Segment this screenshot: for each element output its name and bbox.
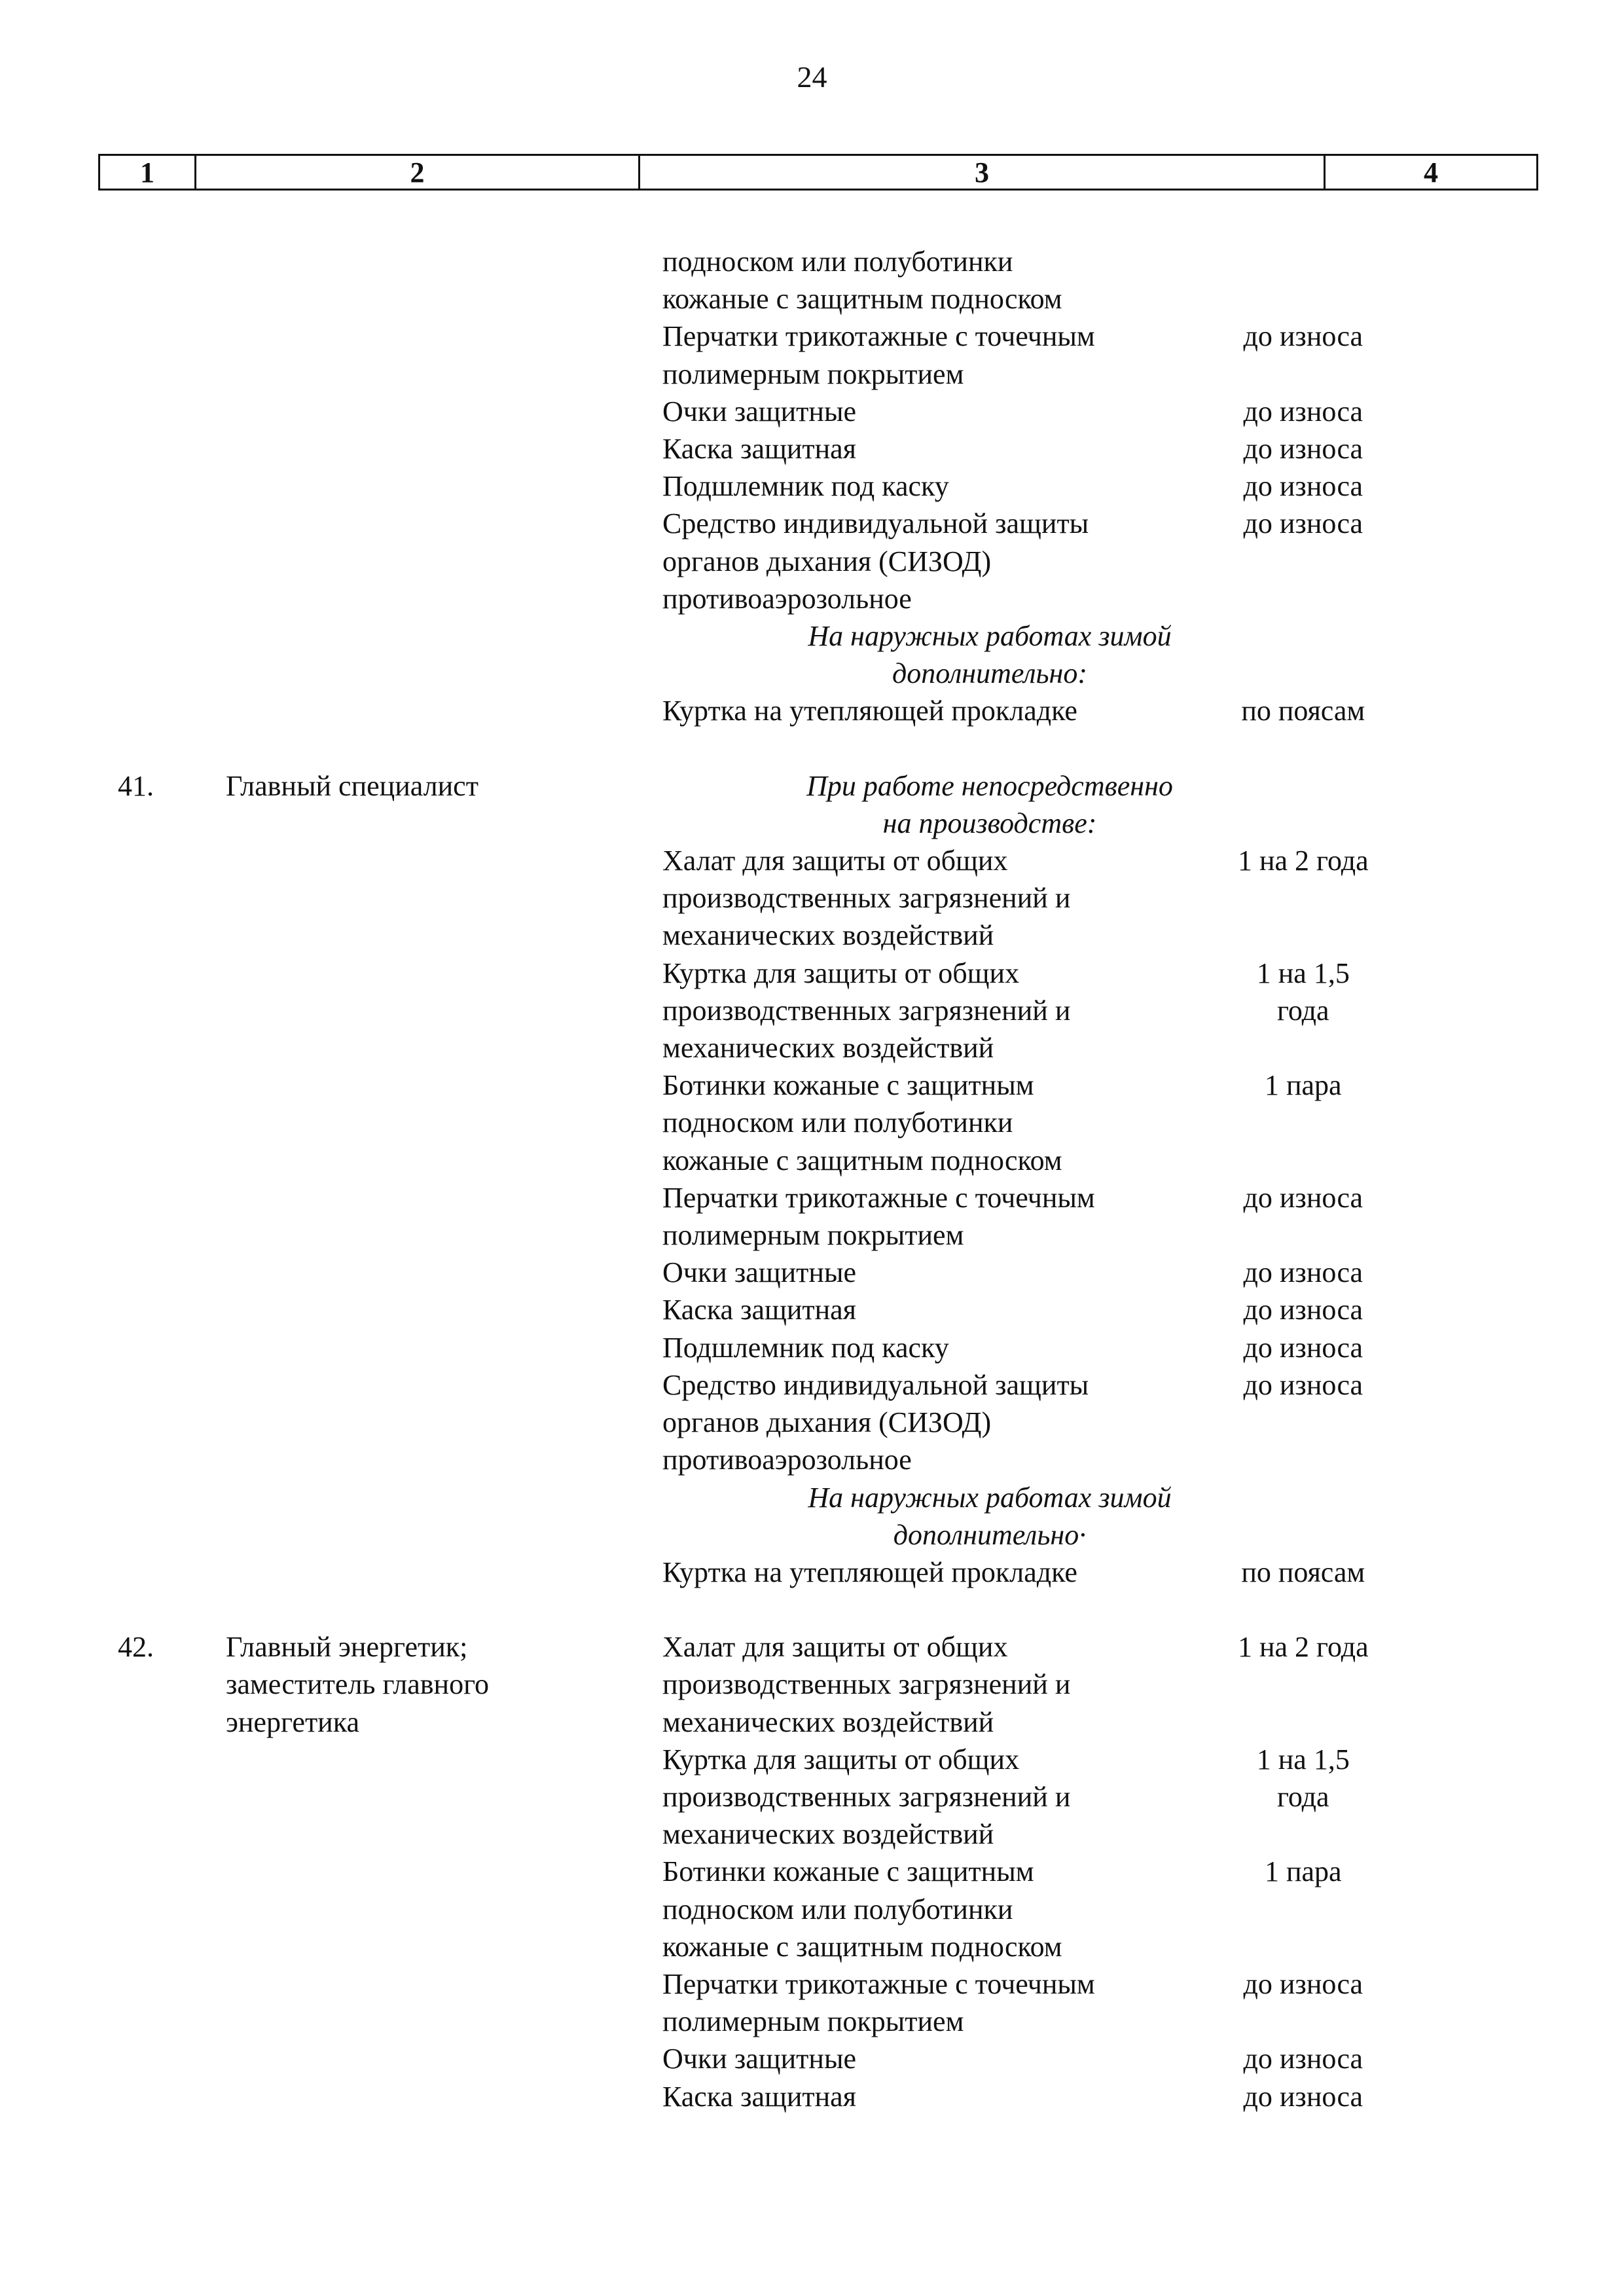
ppe-item-norm: по поясам (1241, 1556, 1365, 1588)
ppe-item-name: Ботинки кожаные с защитным подноском или полуботинки кожаные с защитным подноском (662, 1069, 1062, 1176)
ppe-item-norm (1224, 243, 1382, 318)
ppe-item (662, 505, 1382, 617)
row-gap (0, 1591, 1624, 1628)
ppe-item-norm: до износа (1243, 1181, 1363, 1214)
ppe-item-name: Подшлемник под каску (662, 470, 949, 503)
position-cell (226, 243, 662, 730)
table-header (98, 154, 1538, 191)
ppe-item-norm: до износа (1243, 1331, 1363, 1364)
ppe-item (662, 2078, 1382, 2115)
ppe-item-norm: 1 на 1,5 года (1256, 957, 1350, 1027)
ppe-item-name: Очки защитные (662, 395, 857, 428)
ppe-item (662, 955, 1382, 1067)
ppe-item-norm: 1 на 1,5 года (1256, 1743, 1350, 1813)
ppe-item-name: Куртка для защиты от общих производственных загрязнений и механических воздействий (662, 1743, 1071, 1851)
ppe-item-norm: до износа (1243, 1294, 1363, 1326)
table-row-continuation (0, 243, 1624, 730)
ppe-item (662, 692, 1382, 729)
ppe-item (662, 1554, 1382, 1591)
section-note: На наружных работах зимой дополнительно· (808, 1481, 1172, 1551)
section-note: На наружных работах зимой дополнительно: (808, 620, 1172, 690)
ppe-item-name: Куртка на утепляющей прокладке (662, 695, 1077, 727)
ppe-item (662, 1366, 1382, 1479)
ppe-item-name: подноском или полуботинки кожаные с защитным подноском (662, 246, 1062, 316)
items-cell (662, 767, 1382, 1591)
ppe-item-norm: 1 на 2 года (1237, 845, 1369, 877)
ppe-item-name: Каска защитная (662, 2080, 856, 2113)
ppe-item-norm: до износа (1243, 395, 1363, 428)
ppe-item (662, 1628, 1382, 1741)
header-col-3: 3 (640, 156, 1326, 189)
ppe-item (662, 1254, 1382, 1291)
row-number-cell (0, 243, 226, 730)
ppe-item-norm: до износа (1243, 1368, 1363, 1401)
ppe-item-norm: до износа (1243, 1256, 1363, 1289)
header-col-1: 1 (100, 156, 196, 189)
ppe-item-name: Средство индивидуальной защиты органов дыхания (СИЗОД) противоаэрозольное (662, 1368, 1089, 1476)
ppe-item-name: Очки защитные (662, 2043, 857, 2075)
ppe-item (662, 1329, 1382, 1366)
ppe-item-name: Очки защитные (662, 1256, 857, 1289)
table-row (0, 1628, 1624, 2115)
header-col-2: 2 (196, 156, 640, 189)
items-cell (662, 1628, 1382, 2115)
ppe-item (662, 393, 1382, 430)
page-number: 24 (797, 60, 827, 94)
ppe-item (662, 2040, 1382, 2077)
ppe-item-name: Ботинки кожаные с защитным подноском или полуботинки кожаные с защитным подноском (662, 1855, 1062, 1963)
ppe-item-name: Халат для защиты от общих производственных загрязнений и механических воздействий (662, 1631, 1071, 1738)
table-body (0, 243, 1624, 2115)
ppe-item-name: Перчатки трикотажные с точечным полимерным покрытием (662, 1181, 1095, 1252)
ppe-item-name: Подшлемник под каску (662, 1331, 949, 1364)
ppe-item-norm: по поясам (1241, 695, 1365, 727)
ppe-item-norm: до износа (1243, 1967, 1363, 2000)
ppe-item (662, 1066, 1382, 1179)
ppe-item-norm: до износа (1243, 433, 1363, 465)
ppe-item (662, 1965, 1382, 2040)
ppe-item-norm: до износа (1243, 507, 1363, 540)
ppe-item-name: Перчатки трикотажные с точечным полимерным покрытием (662, 1967, 1095, 2038)
row-number: 41. (118, 769, 154, 802)
row-number: 42. (118, 1631, 154, 1664)
row-gap (0, 730, 1624, 767)
ppe-item-name: Халат для защиты от общих производственных загрязнений и механических воздействий (662, 845, 1071, 952)
ppe-item-norm: до износа (1243, 2080, 1363, 2113)
ppe-item (662, 1179, 1382, 1254)
ppe-item (662, 1291, 1382, 1328)
ppe-item (662, 1741, 1382, 1853)
ppe-item (662, 467, 1382, 505)
ppe-item-norm: до износа (1243, 2043, 1363, 2075)
ppe-item-name: Каска защитная (662, 433, 856, 465)
ppe-item-name: Куртка на утепляющей прокладке (662, 1556, 1077, 1588)
ppe-item-norm: 1 на 2 года (1237, 1631, 1369, 1664)
ppe-item-norm: 1 пара (1264, 1855, 1342, 1888)
ppe-item-name: Куртка для защиты от общих производственных загрязнений и механических воздействий (662, 957, 1071, 1065)
ppe-item-name: Каска защитная (662, 1294, 856, 1326)
ppe-item-norm: 1 пара (1264, 1069, 1342, 1102)
ppe-item (662, 243, 1382, 318)
ppe-item-name: Средство индивидуальной защиты органов дыхания (СИЗОД) противоаэрозольное (662, 507, 1089, 615)
ppe-item (662, 842, 1382, 955)
ppe-item-norm: до износа (1243, 470, 1363, 503)
ppe-item-norm: до износа (1243, 320, 1363, 353)
ppe-item (662, 430, 1382, 467)
position-title: Главный энергетик; заместитель главного энергетика (226, 1631, 490, 1738)
ppe-item-name: Перчатки трикотажные с точечным полимерным покрытием (662, 320, 1095, 390)
items-cell (662, 243, 1382, 730)
ppe-item (662, 318, 1382, 392)
position-title: Главный специалист (226, 769, 478, 802)
header-col-4: 4 (1424, 156, 1438, 189)
section-note: При работе непосредственно на производстве: (806, 769, 1173, 839)
table-row (0, 767, 1624, 1591)
ppe-item (662, 1853, 1382, 1965)
